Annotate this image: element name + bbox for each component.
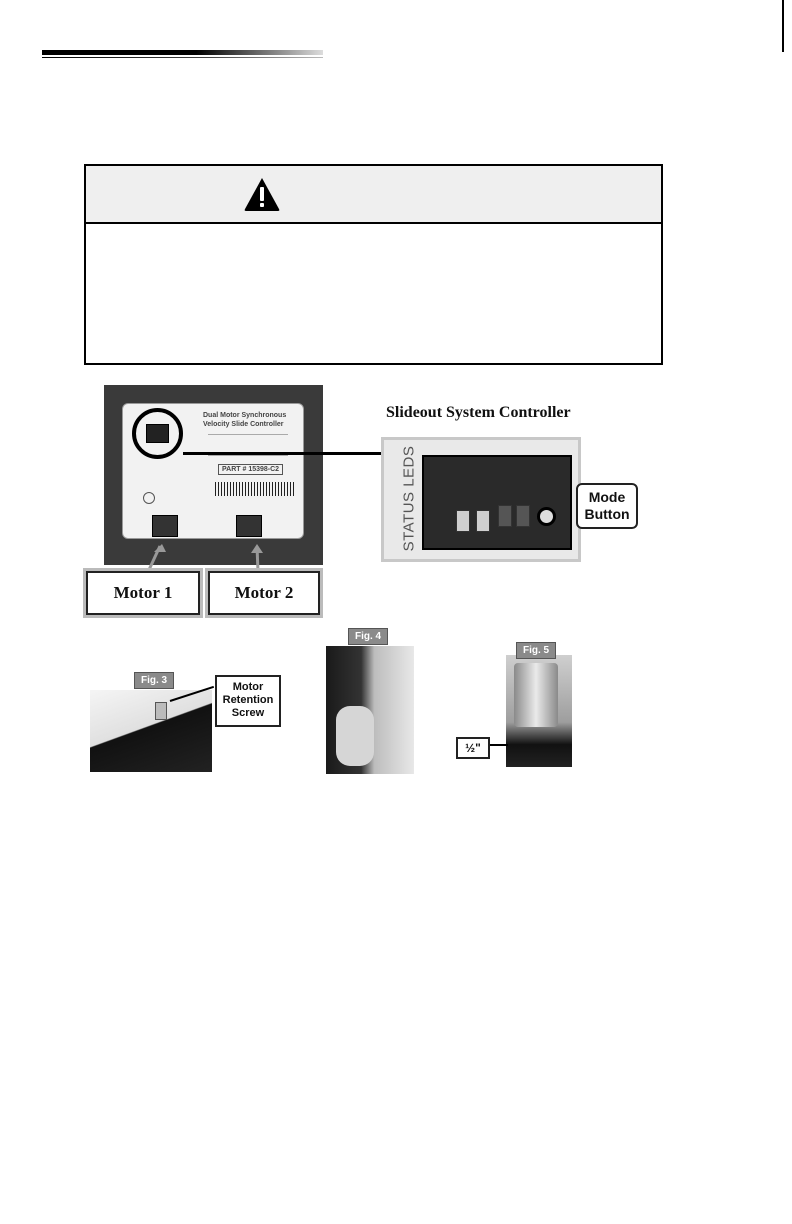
controller-zoom-panel [381,437,581,562]
mode-button-icon [537,507,556,526]
fig3-tag: Fig. 3 [134,672,174,689]
fig5-tag: Fig. 5 [516,642,556,659]
status-led [516,505,530,527]
fig5-photo [506,655,572,767]
controller-display [146,424,169,443]
controller-photo [104,385,323,565]
motor-2-label: Motor 2 [208,571,320,615]
motor-1-label: Motor 1 [86,571,200,615]
hand [336,706,374,766]
fig5-leader [490,744,508,746]
status-led [476,510,490,532]
motor-2-connector [236,515,262,537]
panel-title-line2: Velocity Slide Controller [203,421,284,428]
section-header-rule [42,50,323,59]
caution-box [84,164,663,365]
caution-header [86,166,661,224]
barcode [215,482,295,496]
mode-button-label: Mode Button [576,483,638,529]
motor-1-connector [152,515,178,537]
fig3-photo [90,690,212,772]
fig3-callout: Motor Retention Screw [215,675,281,727]
fig4-photo [326,646,414,774]
slideout-controller-title: Slideout System Controller [386,404,571,421]
motor-cylinder [514,663,558,727]
retention-screw [155,702,167,720]
status-led [498,505,512,527]
status-leds-label: STATUS LEDS [400,445,418,552]
panel-title-line1: Dual Motor Synchronous [203,412,287,419]
page-cut-line [782,0,784,52]
status-led [456,510,470,532]
zoom-leader-line [183,452,381,455]
controller-zoom-window [422,455,572,550]
part-number: PART # 15398-C2 [218,464,283,475]
motor-arrows [130,544,280,574]
warning-triangle-icon [243,176,281,212]
fig5-callout: ½" [456,737,490,759]
fig4-tag: Fig. 4 [348,628,388,645]
x-circle-icon [143,492,155,504]
